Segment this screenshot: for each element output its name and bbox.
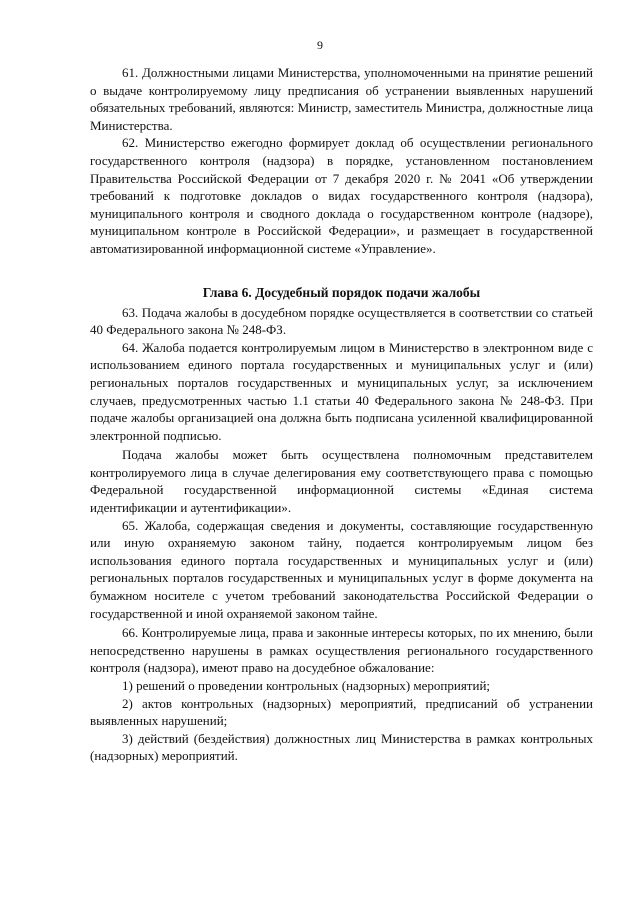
paragraph-61: 61. Должностными лицами Министерства, уполномоченными на принятие решений о выдаче контролируемому лицу предписания об устранении выявленных нарушений обязательных требований, являются: Министр, заместитель Министра, должностные лица Министерства. <box>90 65 593 133</box>
paragraph-64: 64. Жалоба подается контролируемым лицом в Министерство в электронном виде с использованием единого портала государственных и муниципальных услуг и (или) региональных порталов государственных и муниципальных услуг, за исключением случаев, предусмотренных частью 1.1 статьи 40 Федерального закона № 248-ФЗ. При подаче жалобы организацией она должна быть подписана усиленной квалифицированной электронной подписью. <box>90 339 593 443</box>
document-body <box>90 64 593 765</box>
page-number: 9 <box>317 38 323 52</box>
paragraph-62: 62. Министерство ежегодно формирует доклад об осуществлении регионального государственного контроля (надзора) в порядке, установленном постановлением Правительства Российской Федерации от 7 декабря 2020 г. № 2041 «Об утверждении требований к подготовке докладов о видах государственного контроля (надзора), муниципального контроля и сводного доклада о государственном контроле (надзоре), муниципальном контроле в Российской Федерации», и размещает в государственной автоматизированной информационной системе «Управление». <box>90 135 593 256</box>
list-item-3: 3) действий (бездействия) должностных лиц Министерства в рамках контрольных (надзорных) мероприятий. <box>90 730 593 764</box>
chapter-heading: Глава 6. Досудебный порядок подачи жалобы <box>202 284 481 300</box>
paragraph-66: 66. Контролируемые лица, права и законные интересы которых, по их мнению, были непосредственно нарушены в рамках осуществления регионального государственного контроля (надзора), имеют право на досудебное обжалование: <box>90 625 593 676</box>
list-item-2: 2) актов контрольных (надзорных) мероприятий, предписаний об устранении выявленных нарушений; <box>90 695 593 729</box>
paragraph-63: 63. Подача жалобы в досудебном порядке осуществляется в соответствии со статьей 40 Федерального закона № 248-ФЗ. <box>90 304 593 338</box>
paragraph-65: 65. Жалоба, содержащая сведения и документы, составляющие государственную или иную охраняемую законом тайну, подается контролируемым лицом без использования единого портала государственных и муниципальных услуг и (или) региональных порталов государственных и муниципальных услуг в форме документа на бумажном носителе с учетом требований законодательства Российской Федерации о государственной и иной охраняемой законом тайне. <box>90 517 593 621</box>
paragraph-64-representative: Подача жалобы может быть осуществлена полномочным представителем контролируемого лица в случае делегирования ему соответствующего права с помощью Федеральной государственной информационной системы «Единая система идентификации и аутентификации». <box>90 447 593 516</box>
list-item-1: 1) решений о проведении контрольных (надзорных) мероприятий; <box>122 678 491 693</box>
